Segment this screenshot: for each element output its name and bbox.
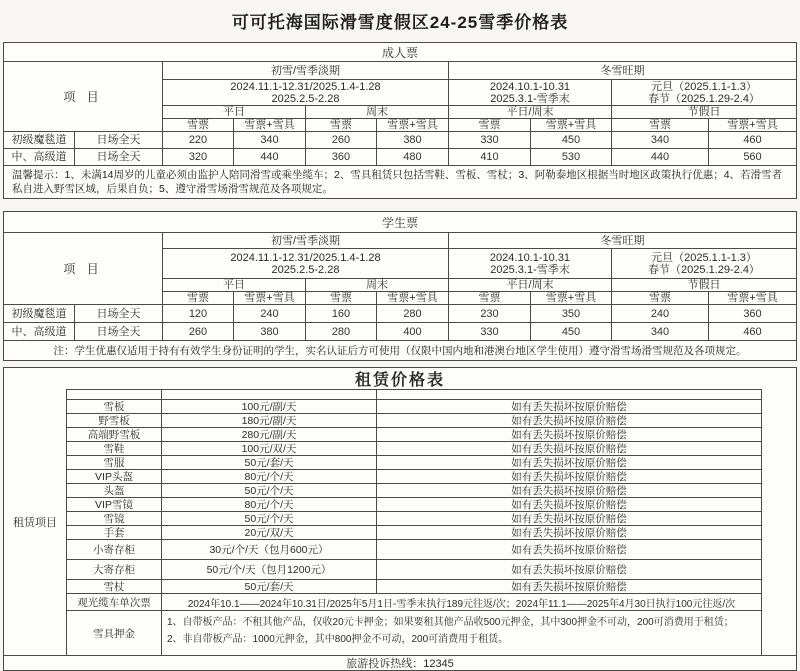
price-cell: 480 [377, 149, 449, 166]
rental-row [67, 400, 761, 414]
weekday-header: 平日 [163, 106, 306, 119]
deposit-term-line1: 1、自带板产品：不租其他产品，仅收20元卡押金；如果要租其他产品收500元押金，其中300押金不可动，200可消费用于租赁； [167, 617, 734, 628]
rental-row [67, 526, 761, 540]
rental-row [67, 414, 761, 428]
rental-row [67, 512, 761, 526]
rental-item-name: 雪杖 [67, 580, 162, 593]
ticket-gear-col-header: 雪票+雪具 [377, 292, 449, 305]
peak-dates2-line2: 春节（2025.1.29-2.4） [648, 92, 760, 105]
rental-row [67, 442, 761, 456]
ticket-gear-col-header: 雪票+雪具 [531, 119, 612, 132]
rental-header-name [67, 390, 162, 399]
price-cell: 280 [306, 323, 377, 341]
price-cell: 160 [306, 305, 377, 323]
item-header: 项 目 [4, 233, 163, 305]
price-cell: 220 [163, 132, 234, 149]
cable-car-row [67, 594, 761, 611]
offseason-dates-line1: 2024.11.1-12.31/2025.1.4-1.28 [230, 80, 381, 93]
adult-ticket-grid [4, 62, 796, 166]
rental-row [67, 580, 761, 594]
price-cell: 240 [234, 305, 306, 323]
rental-item-price: 80元/个/天 [162, 470, 377, 483]
rental-header-row [67, 390, 761, 400]
rental-item-price: 100元/副/天 [162, 400, 377, 413]
page-title: 可可托海国际滑雪度假区24-25雪季价格表 [231, 13, 569, 32]
rental-item-note: 如有丢失损坏按原价赔偿 [511, 415, 627, 427]
rental-row [67, 560, 761, 580]
peak-dates2-line1: 元旦（2025.1.1-1.3） [651, 80, 757, 93]
ticket-gear-col-header: 雪票+雪具 [709, 119, 796, 132]
rental-item-note: 如有丢失损坏按原价赔偿 [511, 485, 627, 497]
offseason-dates [163, 80, 449, 106]
rental-item-price: 50元/个/天（包月1200元） [162, 560, 377, 579]
price-cell: 380 [234, 323, 306, 341]
price-cell: 230 [449, 305, 531, 323]
peak-dates-2 [612, 249, 796, 279]
rental-item-name: 高端野雪板 [67, 428, 162, 441]
price-cell: 340 [612, 132, 709, 149]
peak-dates1-line2: 2025.3.1-雪季末 [490, 92, 570, 105]
rental-item-note: 如有丢失损坏按原价赔偿 [511, 471, 627, 483]
weekday-weekend-header: 平日/周末 [449, 106, 612, 119]
price-cell: 260 [306, 132, 377, 149]
trail-name: 初级魔毯道 [4, 305, 75, 323]
peak-dates2-line1: 元旦（2025.1.1-1.3） [651, 251, 757, 264]
rental-item-note: 如有丢失损坏按原价赔偿 [511, 581, 627, 593]
price-cell: 350 [531, 305, 612, 323]
peak-header: 冬雪旺期 [449, 233, 796, 249]
offseason-dates-line1: 2024.11.1-12.31/2025.1.4-1.28 [230, 251, 381, 264]
ticket-col-header: 雪票 [163, 292, 234, 305]
price-cell: 320 [163, 149, 234, 166]
price-cell: 330 [449, 132, 531, 149]
student-note: 注：学生优惠仅适用于持有有效学生身份证明的学生，实名认证后方可使用（仅限中国内地和港澳台地区学生使用）遵守滑雪场滑雪规范及各项规定。 [53, 345, 747, 357]
rental-item-price: 100元/双/天 [162, 442, 377, 455]
weekday-weekend-header: 平日/周末 [449, 279, 612, 292]
rental-item-note: 如有丢失损坏按原价赔偿 [511, 457, 627, 469]
cable-car-detail: 2024年10.1——2024年10.31日/2025年5月1日-雪季末执行189元往返/次；2024年11.1——2025年4月30日执行100元往返/次 [187, 598, 736, 610]
student-ticket-table [3, 211, 797, 361]
rental-body [4, 389, 796, 655]
rental-row [67, 428, 761, 442]
holiday-header: 节假日 [612, 279, 796, 292]
rental-item-price: 50元/个/天 [162, 484, 377, 497]
trail-name: 中、高级道 [4, 149, 75, 166]
deposit-name: 雪具押金 [67, 611, 162, 655]
rental-item-price: 30元/个/天（包月600元） [162, 540, 377, 559]
rental-item-note: 如有丢失损坏按原价赔偿 [511, 527, 627, 539]
peak-header: 冬雪旺期 [449, 62, 796, 80]
rental-item-name: 小寄存柜 [67, 540, 162, 559]
ticket-gear-col-header: 雪票+雪具 [234, 292, 306, 305]
rental-row [67, 498, 761, 512]
price-cell: 340 [234, 132, 306, 149]
price-cell: 460 [709, 323, 796, 341]
rental-item-price: 50元/个/天 [162, 512, 377, 525]
rental-item-price: 80元/个/天 [162, 498, 377, 511]
ticket-col-header: 雪票 [449, 292, 531, 305]
rental-item-note: 如有丢失损坏按原价赔偿 [511, 564, 627, 576]
trail-name: 初级魔毯道 [4, 132, 75, 149]
rental-item-name: VIP头盔 [67, 470, 162, 483]
rental-row [67, 456, 761, 470]
rental-header-note [377, 390, 761, 399]
weekend-header: 周末 [306, 279, 449, 292]
weekend-header: 周末 [306, 106, 449, 119]
deposit-terms [162, 611, 761, 655]
offseason-dates [163, 249, 449, 279]
price-cell: 340 [612, 323, 709, 341]
price-cell: 240 [612, 305, 709, 323]
ticket-col-header: 雪票 [306, 292, 377, 305]
rental-table [66, 389, 762, 655]
adult-section-label: 成人票 [4, 43, 796, 62]
price-cell: 360 [306, 149, 377, 166]
rental-item-price: 180元/副/天 [162, 414, 377, 427]
price-cell: 280 [377, 305, 449, 323]
price-cell: 530 [531, 149, 612, 166]
peak-dates1-line1: 2024.10.1-10.31 [489, 251, 571, 264]
ticket-col-header: 雪票 [163, 119, 234, 132]
price-cell: 410 [449, 149, 531, 166]
adult-ticket-table [3, 42, 797, 199]
ticket-col-header: 雪票 [449, 119, 531, 132]
rental-item-note: 如有丢失损坏按原价赔偿 [511, 401, 627, 413]
rental-item-note: 如有丢失损坏按原价赔偿 [511, 429, 627, 441]
trail-name: 中、高级道 [4, 323, 75, 341]
price-cell: 120 [163, 305, 234, 323]
price-cell: 260 [163, 323, 234, 341]
peak-dates1-line1: 2024.10.1-10.31 [489, 80, 571, 93]
offseason-dates-line2: 2025.2.5-2.28 [271, 92, 340, 105]
rental-item-price: 50元/套/天 [162, 456, 377, 469]
rental-item-name: 头盔 [67, 484, 162, 497]
rental-section [3, 367, 797, 671]
rental-item-price: 280元/副/天 [162, 428, 377, 441]
offseason-dates-line2: 2025.2.5-2.28 [271, 263, 340, 276]
rental-item-name: 雪鞋 [67, 442, 162, 455]
rental-item-price: 50元/套/天 [162, 580, 377, 593]
price-cell: 360 [709, 305, 796, 323]
deposit-term-line2: 2、非自带板产品：1000元押金，其中800押金不可动，200可消费用于租赁。 [167, 634, 509, 645]
ticket-gear-col-header: 雪票+雪具 [709, 292, 796, 305]
hotline-row: 旅游投诉热线：12345 [4, 655, 796, 670]
weekday-header: 平日 [163, 279, 306, 292]
price-cell: 330 [449, 323, 531, 341]
price-cell: 400 [377, 323, 449, 341]
rental-item-note: 如有丢失损坏按原价赔偿 [511, 499, 627, 511]
rental-group-label: 租赁项目 [13, 517, 57, 529]
ticket-col-header: 雪票 [612, 119, 709, 132]
session-cell: 日场全天 [75, 323, 163, 341]
rental-item-name: 雪板 [67, 400, 162, 413]
rental-row [67, 484, 761, 498]
price-cell: 440 [612, 149, 709, 166]
ticket-gear-col-header: 雪票+雪具 [234, 119, 306, 132]
peak-dates-2 [612, 80, 796, 106]
price-cell: 450 [531, 132, 612, 149]
session-cell: 日场全天 [75, 132, 163, 149]
rental-item-note: 如有丢失损坏按原价赔偿 [511, 513, 627, 525]
peak-dates-1 [449, 80, 612, 106]
student-section-label: 学生票 [4, 212, 796, 233]
item-header: 项 目 [4, 62, 163, 132]
ticket-gear-col-header: 雪票+雪具 [377, 119, 449, 132]
rental-title: 租赁价格表 [354, 372, 445, 389]
rental-item-note: 如有丢失损坏按原价赔偿 [511, 544, 627, 556]
rental-item-name: 雪镜 [67, 512, 162, 525]
cable-car-name: 观光缆车单次票 [67, 594, 162, 610]
rental-item-name: 雪服 [67, 456, 162, 469]
peak-dates1-line2: 2025.3.1-雪季末 [490, 263, 570, 276]
peak-dates2-line2: 春节（2025.1.29-2.4） [648, 263, 760, 276]
adult-note: 温馨提示：1、未满14周岁的儿童必须由监护人陪同滑雪或乘坐缆车；2、雪具租赁只包括雪鞋、雪板、雪杖；3、阿勒泰地区根据当时地区政策执行优惠；4、若滑雪者私自进入野雪区域，后果自负；5、遵守滑雪场滑雪规范及各项规定。 [12, 169, 783, 195]
rental-item-name: 大寄存柜 [67, 560, 162, 579]
price-cell: 380 [377, 132, 449, 149]
deposit-row [67, 611, 761, 655]
rental-item-name: 野雪板 [67, 414, 162, 427]
student-ticket-grid [4, 233, 796, 341]
rental-item-name: VIP雪镜 [67, 498, 162, 511]
offseason-header: 初雪/雪季淡期 [163, 233, 449, 249]
session-cell: 日场全天 [75, 305, 163, 323]
price-cell: 440 [234, 149, 306, 166]
rental-header-price [162, 390, 377, 399]
rental-item-note: 如有丢失损坏按原价赔偿 [511, 443, 627, 455]
holiday-header: 节假日 [612, 106, 796, 119]
offseason-header: 初雪/雪季淡期 [163, 62, 449, 80]
session-cell: 日场全天 [75, 149, 163, 166]
rental-row [67, 540, 761, 560]
rental-item-price: 20元/双/天 [162, 526, 377, 539]
rental-item-name: 手套 [67, 526, 162, 539]
price-cell: 450 [531, 323, 612, 341]
ticket-gear-col-header: 雪票+雪具 [531, 292, 612, 305]
ticket-col-header: 雪票 [306, 119, 377, 132]
peak-dates-1 [449, 249, 612, 279]
ticket-col-header: 雪票 [612, 292, 709, 305]
price-cell: 460 [709, 132, 796, 149]
rental-row [67, 470, 761, 484]
price-cell: 560 [709, 149, 796, 166]
